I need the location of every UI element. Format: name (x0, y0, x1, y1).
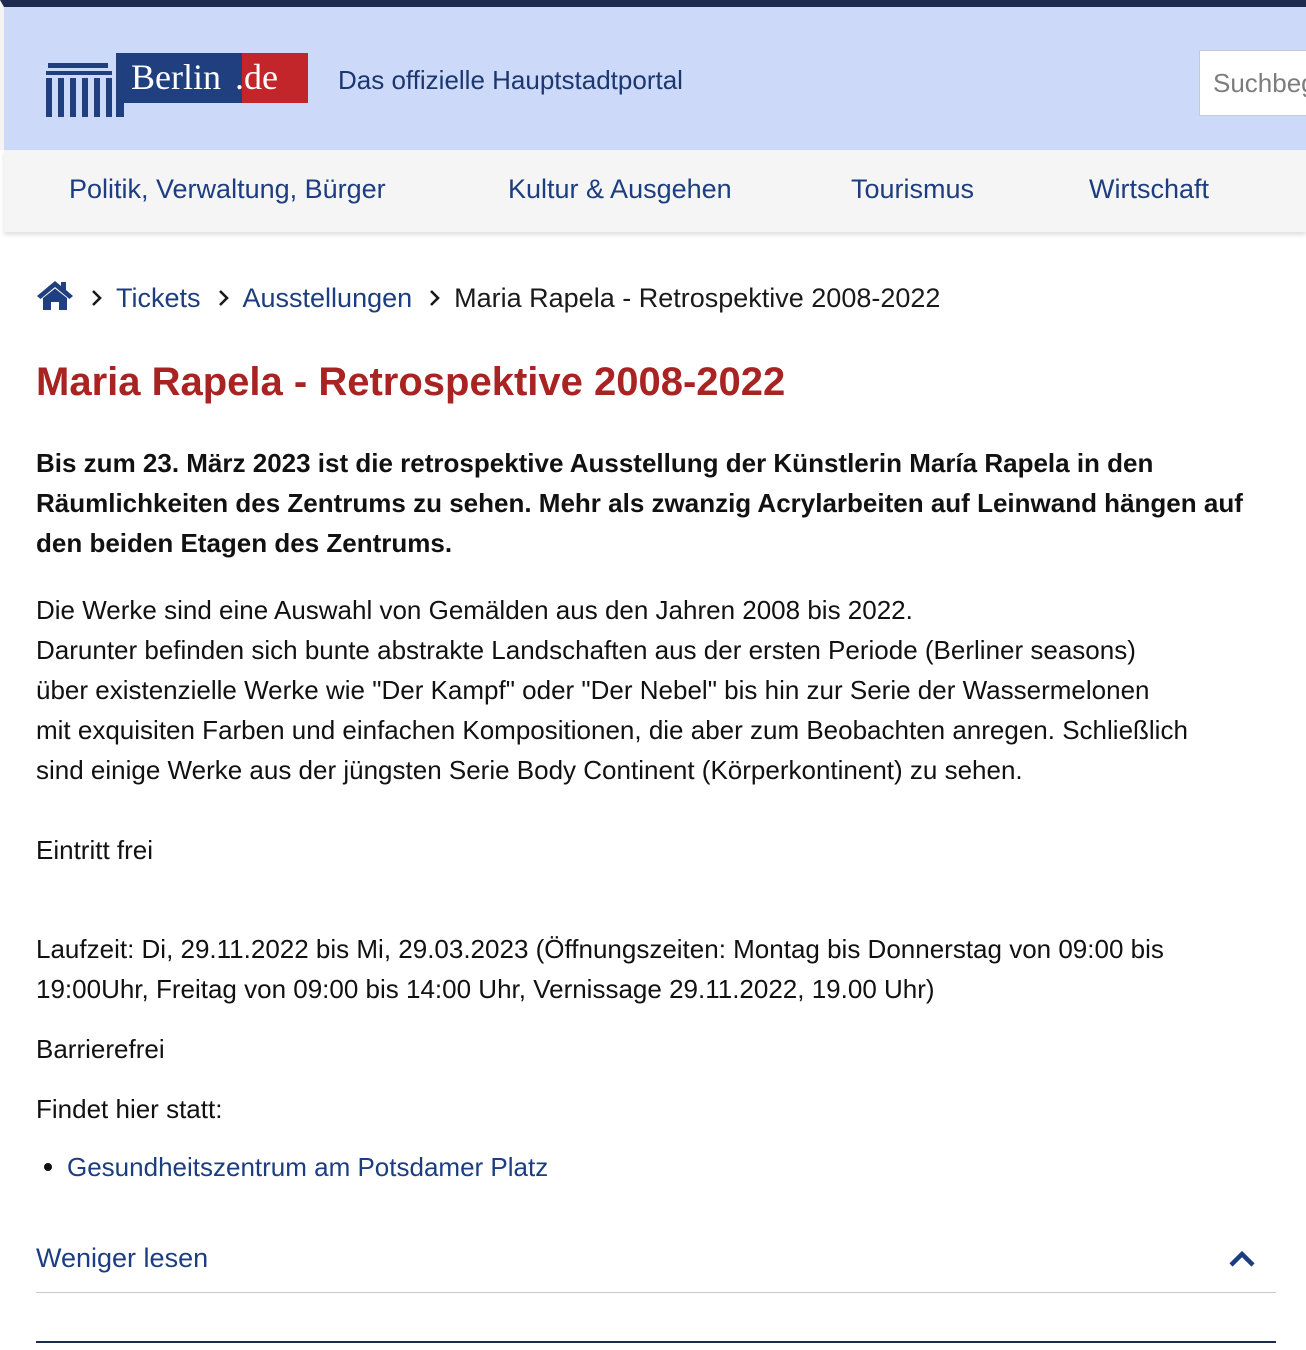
breadcrumb-current: Maria Rapela - Retrospektive 2008-2022 (454, 282, 941, 313)
body-line: über existenzielle Werke wie "Der Kampf" oder "Der Nebel" bis hin zur Serie der Wassermelonen (36, 675, 1150, 705)
berlin-logo-link[interactable] (42, 45, 312, 123)
search-box[interactable] (1199, 50, 1306, 116)
breadcrumb (36, 278, 940, 318)
site-tagline: Das offizielle Hauptstadtportal (338, 65, 683, 95)
chevron-up-icon (1228, 1250, 1256, 1268)
location-label: Findet hier statt: (36, 1094, 223, 1124)
chevron-right-icon (215, 289, 233, 307)
breadcrumb-tickets[interactable]: Tickets (116, 282, 201, 313)
chevron-right-icon (426, 289, 444, 307)
article-body (36, 590, 1286, 790)
nav-item-tourismus[interactable]: Tourismus (851, 174, 975, 204)
site-header (0, 0, 1306, 150)
accessibility-info: Barrierefrei (36, 1034, 165, 1064)
nav-item-kultur[interactable]: Kultur & Ausgehen (508, 174, 732, 204)
breadcrumb-home[interactable] (36, 279, 74, 318)
chevron-right-icon (88, 289, 106, 307)
body-line: sind einige Werke aus der jüngsten Serie Body Continent (Körperkontinent) zu sehen. (36, 755, 1023, 785)
body-line: Die Werke sind eine Auswahl von Gemälden aus den Jahren 2008 bis 2022. (36, 595, 913, 625)
svg-text:.de: .de (235, 57, 278, 97)
read-less-label: Weniger lesen (36, 1243, 209, 1273)
admission-info: Eintritt frei (36, 835, 154, 865)
runtime-info: Laufzeit: Di, 29.11.2022 bis Mi, 29.03.2023 (Öffnungszeiten: Montag bis Donnerstag von 09:00 bis 19:00Uhr, Freitag von 09:00 bis 14:00 Uhr, Vernissage 29.11.2022, 19.00 Uhr) (36, 934, 1164, 1004)
read-less-toggle[interactable] (36, 1225, 1276, 1293)
list-item (36, 1147, 548, 1187)
article-lead: Bis zum 23. März 2023 ist die retrospektive Ausstellung der Künstlerin María Rapela in den Räumlichkeiten des Zentrums zu sehen. Mehr als zwanzig Acrylarbeiten auf Leinwand hängen auf den beiden Etagen des Zentrums. (36, 448, 1243, 558)
search-input[interactable] (1200, 51, 1306, 115)
breadcrumb-ausstellungen[interactable]: Ausstellungen (242, 282, 413, 313)
home-icon (36, 279, 74, 311)
nav-item-wirtschaft[interactable]: Wirtschaft (1089, 174, 1210, 204)
bullet-icon (44, 1163, 52, 1171)
body-line: Darunter befinden sich bunte abstrakte Landschaften aus der ersten Periode (Berliner seasons) (36, 635, 1136, 665)
main-navigation (4, 150, 1306, 232)
location-link[interactable]: Gesundheitszentrum am Potsdamer Platz (67, 1152, 549, 1182)
nav-item-politik[interactable]: Politik, Verwaltung, Bürger (69, 174, 386, 204)
page-title: Maria Rapela - Retrospektive 2008-2022 (36, 360, 786, 404)
location-list (36, 1147, 548, 1187)
body-line: mit exquisiten Farben und einfachen Kompositionen, die aber zum Beobachten anregen. Schließlich (36, 715, 1188, 745)
berlin-logo (42, 45, 312, 123)
divider (36, 1341, 1276, 1343)
svg-text:Berlin: Berlin (131, 57, 221, 97)
